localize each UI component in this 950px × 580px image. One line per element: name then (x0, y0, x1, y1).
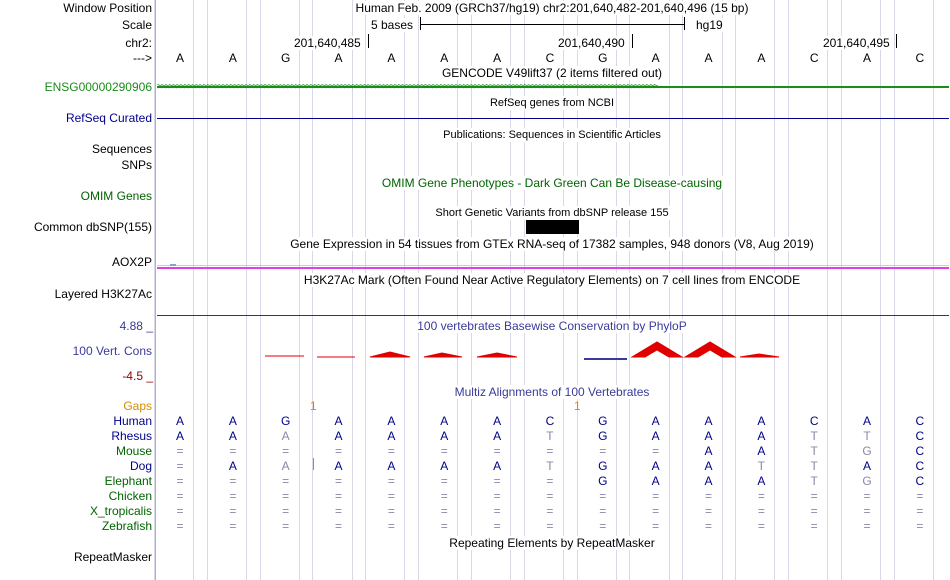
alignment-base: = (282, 474, 290, 488)
alignment-base: A (228, 459, 237, 473)
alignment-base: = (810, 489, 818, 503)
alignment-base: = (229, 489, 237, 503)
alignment-base: = (335, 444, 343, 458)
alignment-base: G (862, 444, 872, 458)
h3k27ac-item-label[interactable]: Layered H3K27Ac (54, 287, 152, 301)
scale-text: 5 bases (371, 18, 414, 32)
position-title: Human Feb. 2009 (GRCh37/hg19) chr2:201,640,482-201,640,496 (15 bp) (355, 1, 749, 15)
alignment-base: A (757, 414, 766, 428)
sequence-base[interactable]: A (757, 51, 766, 65)
alignment-base: = (335, 519, 343, 533)
alignment-base: = (387, 504, 395, 518)
alignment-base: = (546, 489, 554, 503)
alignment-base: A (651, 474, 660, 488)
alignment-base: = (652, 444, 660, 458)
repeatmasker-track-title[interactable]: Repeating Elements by RepeatMasker (449, 536, 655, 550)
gap-count-marker[interactable]: 1 (310, 399, 317, 413)
alignment-base: = (440, 504, 448, 518)
sequence-base[interactable]: C (809, 51, 819, 65)
alignment-base: = (757, 519, 765, 533)
sequence-base[interactable]: G (598, 51, 608, 65)
alignment-base: G (862, 474, 872, 488)
gencode-strand-arrows: >>>>>>>>>>>>>>>>>>>>>>>>>>>>>>>>>>>>>>>>>>>>>>>>>>>>>>>>>>>>>>>>>>>>>>>>>>>>>>>>>>>>>>>>>>>>>>>>>>>>>>>>>>>>>>>>>>>>>>>>>>>>>>>>>>> (157, 82, 658, 92)
sequence-base[interactable]: A (651, 51, 660, 65)
alignment-base: = (387, 474, 395, 488)
alignment-base: A (281, 459, 290, 473)
alignment-base: G (598, 459, 608, 473)
ruler-tick (368, 34, 369, 48)
alignment-base: = (229, 444, 237, 458)
alignment-base: = (546, 504, 554, 518)
omim-item-label[interactable]: OMIM Genes (80, 189, 152, 203)
gencode-item-label[interactable]: ENSG00000290906 (44, 80, 152, 94)
sequence-base[interactable]: C (915, 51, 925, 65)
alignment-base: C (915, 474, 925, 488)
alignment-base: A (334, 459, 343, 473)
alignment-base: = (757, 489, 765, 503)
gencode-track-title[interactable]: GENCODE V49lift37 (2 items filtered out) (441, 66, 663, 80)
gtex-track-title[interactable]: Gene Expression in 54 tissues from GTEx RNA-seq of 17382 samples, 948 donors (V8, Aug 2019) (290, 237, 814, 251)
alignment-base: T (810, 444, 818, 458)
alignment-base: = (546, 519, 554, 533)
gtex-item-label[interactable]: AOX2P (111, 255, 152, 269)
alignment-base: A (757, 429, 766, 443)
alignment-base: A (863, 459, 872, 473)
alignment-base: = (176, 459, 184, 473)
alignment-base: T (810, 474, 818, 488)
alignment-base: = (440, 474, 448, 488)
alignment-base: A (493, 459, 502, 473)
sequence-base[interactable]: A (493, 51, 502, 65)
alignment-base: = (387, 519, 395, 533)
h3k27ac-track-title[interactable]: H3K27Ac Mark (Often Found Near Active Regulatory Elements) on 7 cell lines from ENCODE (303, 273, 801, 287)
alignment-base: = (863, 519, 871, 533)
publications-snps-label[interactable]: SNPs (121, 158, 152, 172)
alignment-base: G (281, 414, 291, 428)
alignment-base: = (282, 444, 290, 458)
species-label[interactable]: Dog (129, 459, 152, 473)
publications-track-title[interactable]: Publications: Sequences in Scientific Articles (443, 129, 661, 141)
alignment-base: = (704, 504, 713, 518)
alignment-base: A (704, 474, 713, 488)
alignment-base: = (229, 519, 237, 533)
alignment-base: = (229, 504, 237, 518)
alignment-base: T (863, 429, 871, 443)
alignment-base: T (546, 459, 554, 473)
alignment-base: T (810, 459, 818, 473)
sequence-base[interactable]: A (440, 51, 449, 65)
ruler-position: 201,640,485 (294, 36, 361, 50)
scale-label: Scale (121, 18, 152, 32)
sequence-base[interactable]: A (334, 51, 343, 65)
alignment-base: A (704, 414, 713, 428)
alignment-base: = (704, 489, 713, 503)
alignment-base: = (493, 519, 501, 533)
alignment-base: = (916, 489, 924, 503)
alignment-base: C (915, 444, 925, 458)
alignment-base: = (493, 489, 501, 503)
alignment-base: A (651, 414, 660, 428)
alignment-base: = (652, 489, 660, 503)
species-label[interactable]: Mouse (115, 444, 152, 458)
alignment-base: = (493, 504, 501, 518)
ruler-tick (632, 34, 633, 48)
alignment-base: = (810, 519, 818, 533)
alignment-base: A (228, 429, 237, 443)
alignment-base: = (176, 444, 184, 458)
strand-label: ---> (133, 51, 152, 65)
alignment-base: = (863, 504, 871, 518)
alignment-base: = (440, 444, 448, 458)
alignment-base: A (704, 429, 713, 443)
alignment-base: = (282, 519, 290, 533)
window-position-label: Window Position (63, 1, 152, 15)
alignment-base: A (387, 459, 396, 473)
scale-bar (420, 24, 684, 25)
ruler-tick (896, 34, 897, 48)
alignment-base: = (335, 489, 343, 503)
alignment-base: A (334, 414, 343, 428)
sequence-base[interactable]: A (863, 51, 872, 65)
gtex-magenta-line (157, 267, 949, 269)
publications-sequences-label[interactable]: Sequences (91, 142, 152, 156)
refseq-item-label[interactable]: RefSeq Curated (65, 111, 152, 125)
alignment-base: = (440, 489, 448, 503)
phylop-track-title[interactable]: 100 vertebrates Basewise Conservation by PhyloP (417, 319, 687, 333)
alignment-base: A (493, 414, 502, 428)
alignment-base: = (282, 504, 290, 518)
gap-count-marker[interactable]: 1 (574, 399, 581, 413)
alignment-base: = (916, 519, 924, 533)
phylop-conservation-plot[interactable] (157, 336, 949, 366)
alignment-base: = (440, 519, 448, 533)
h3k27ac-baseline (157, 315, 949, 316)
alignment-base: = (652, 504, 660, 518)
alignment-base: G (598, 429, 608, 443)
alignment-base: = (599, 519, 607, 533)
dbsnp-item-label[interactable]: Common dbSNP(155) (33, 220, 152, 234)
sequence-base[interactable]: A (228, 51, 237, 65)
alignment-base: = (176, 489, 184, 503)
sequence-base[interactable]: A (387, 51, 396, 65)
alignment-base: A (651, 459, 660, 473)
alignment-base: = (176, 474, 184, 488)
alignment-base: T (810, 429, 818, 443)
alignment-base: = (387, 489, 395, 503)
phylop-item-label[interactable]: 100 Vert. Cons (72, 344, 152, 358)
sequence-base[interactable]: G (281, 51, 291, 65)
refseq-track-title[interactable]: RefSeq genes from NCBI (489, 97, 615, 109)
label-column-divider (155, 0, 156, 580)
alignment-base: = (387, 444, 395, 458)
alignment-base: = (810, 504, 818, 518)
repeatmasker-item-label[interactable]: RepeatMasker (73, 550, 152, 564)
alignment-base: A (757, 444, 766, 458)
alignment-base: = (229, 474, 237, 488)
alignment-base: A (704, 444, 713, 458)
sequence-base[interactable]: A (704, 51, 713, 65)
phylop-max-label: 4.88 _ (119, 319, 153, 333)
alignment-base: = (282, 489, 290, 503)
dog-insertion-marker[interactable] (313, 458, 314, 470)
alignment-base: = (176, 504, 184, 518)
species-label[interactable]: Elephant (104, 474, 152, 488)
alignment-base: A (175, 429, 185, 443)
alignment-base: = (599, 489, 607, 503)
alignment-base: T (757, 459, 766, 473)
grid-line (154, 0, 155, 580)
alignment-base: A (440, 459, 449, 473)
assembly-label: hg19 (696, 18, 723, 32)
dbsnp-variant-block[interactable] (526, 220, 579, 234)
alignment-base: A (757, 474, 766, 488)
species-label[interactable]: X_tropicalis (89, 504, 152, 518)
alignment-base: = (493, 474, 501, 488)
alignment-base: A (440, 429, 449, 443)
gtex-bar[interactable] (170, 264, 176, 266)
alignment-base: G (598, 414, 608, 428)
ruler-position: 201,640,490 (558, 36, 625, 50)
alignment-base: = (916, 504, 924, 518)
multiz-track-title[interactable]: Multiz Alignments of 100 Vertebrates (454, 385, 650, 399)
alignment-base: = (599, 444, 607, 458)
gtex-baseline (157, 265, 949, 266)
alignment-base: A (651, 429, 660, 443)
alignment-base: A (493, 429, 502, 443)
alignment-base: A (387, 414, 396, 428)
species-label[interactable]: Human (113, 414, 152, 428)
alignment-base: = (652, 519, 660, 533)
refseq-gene-line[interactable] (157, 118, 949, 119)
alignment-base: A (704, 459, 713, 473)
alignment-base: = (704, 519, 713, 533)
alignment-base: C (809, 414, 819, 428)
alignment-base: = (335, 504, 343, 518)
species-label[interactable]: Chicken (108, 489, 152, 503)
alignment-base: A (175, 414, 185, 428)
alignment-base: = (335, 474, 343, 488)
alignment-base: A (863, 414, 872, 428)
alignment-base: = (546, 444, 554, 458)
alignment-base: A (334, 429, 343, 443)
alignment-base: G (598, 474, 608, 488)
alignment-base: A (387, 429, 396, 443)
gaps-label: Gaps (123, 399, 152, 413)
scale-bar-right-tick (684, 17, 685, 30)
dbsnp-track-title[interactable]: Short Genetic Variants from dbSNP release 155 (435, 207, 669, 219)
alignment-base: = (863, 489, 871, 503)
alignment-base: A (440, 414, 449, 428)
omim-track-title[interactable]: OMIM Gene Phenotypes - Dark Green Can Be Disease-causing (381, 176, 723, 190)
chromosome-label: chr2: (125, 36, 152, 50)
alignment-base: = (176, 519, 184, 533)
phylop-min-label: -4.5 _ (122, 369, 153, 383)
alignment-base: = (546, 474, 554, 488)
alignment-base: C (915, 429, 925, 443)
sequence-base[interactable]: C (545, 51, 555, 65)
species-label[interactable]: Zebrafish (101, 519, 152, 533)
alignment-base: A (228, 414, 237, 428)
alignment-base: C (545, 414, 555, 428)
alignment-base: = (757, 504, 765, 518)
alignment-base: = (599, 504, 607, 518)
alignment-base: C (915, 459, 925, 473)
alignment-base: T (546, 429, 554, 443)
ruler-position: 201,640,495 (823, 36, 890, 50)
species-label[interactable]: Rhesus (111, 429, 152, 443)
alignment-base: = (493, 444, 501, 458)
alignment-base: C (915, 414, 925, 428)
sequence-base[interactable]: A (175, 51, 185, 65)
alignment-base: A (281, 429, 290, 443)
